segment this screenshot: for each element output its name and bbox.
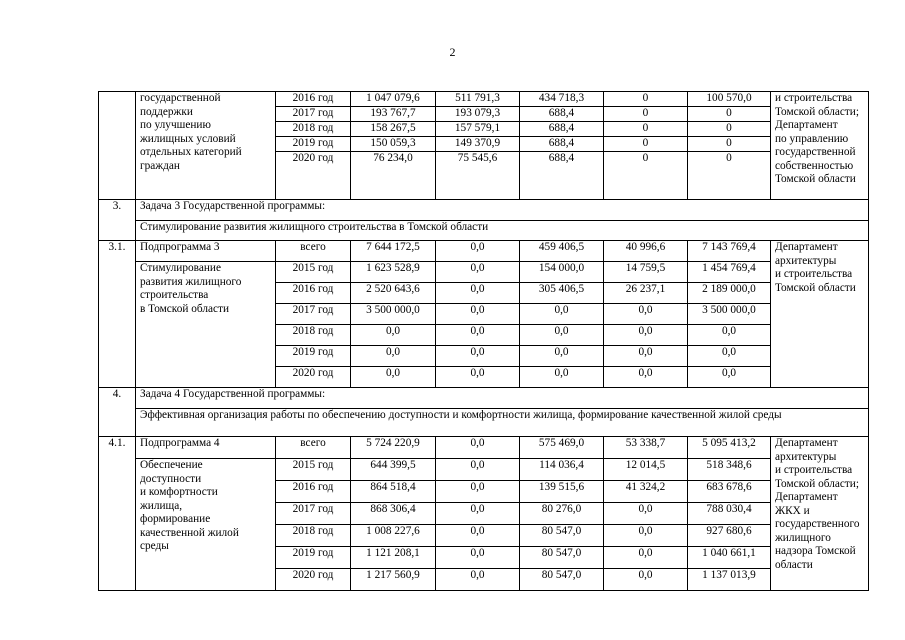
task-row [99, 388, 869, 409]
value-cell: 80 547,0 [520, 547, 604, 569]
value-cell: 2 189 000,0 [688, 283, 771, 304]
value-cell: 0,0 [436, 346, 520, 367]
table-row [99, 437, 869, 459]
value-cell: 80 547,0 [520, 525, 604, 547]
value-cell: 0,0 [604, 325, 688, 346]
program-table [98, 91, 869, 591]
value-cell: 864 518,4 [351, 481, 436, 503]
value-cell: 0,0 [520, 325, 604, 346]
value-cell: 0,0 [604, 367, 688, 388]
year-cell: 2020 год [276, 569, 351, 591]
task-number: 3. [99, 200, 136, 241]
subprogram-number: 4.1. [99, 437, 136, 591]
subprogram-name: Обеспечение доступности и комфортности жилища, формирование качественной жилой среды [136, 459, 276, 591]
task-title: Задача 4 Государственной программы: [136, 388, 869, 409]
value-cell: 0,0 [604, 503, 688, 525]
year-cell: 2015 год [276, 262, 351, 283]
year-cell: 2016 год [276, 481, 351, 503]
value-cell: 511 791,3 [436, 92, 520, 107]
table-row [99, 262, 869, 283]
value-cell: 0,0 [688, 367, 771, 388]
value-cell: 139 515,6 [520, 481, 604, 503]
value-cell: 0 [688, 107, 771, 122]
value-cell: 0,0 [436, 241, 520, 262]
value-cell: 5 724 220,9 [351, 437, 436, 459]
value-cell: 0,0 [604, 569, 688, 591]
value-cell: 14 759,5 [604, 262, 688, 283]
subprogram-name: Стимулирование развития жилищного строительства в Томской области [136, 262, 276, 388]
value-cell: 40 996,6 [604, 241, 688, 262]
value-cell: 80 276,0 [520, 503, 604, 525]
value-cell: 2 520 643,6 [351, 283, 436, 304]
value-cell: 0,0 [604, 525, 688, 547]
year-cell: 2019 год [276, 137, 351, 152]
value-cell: 12 014,5 [604, 459, 688, 481]
table-row [99, 241, 869, 262]
value-cell: 7 644 172,5 [351, 241, 436, 262]
year-cell: 2016 год [276, 92, 351, 107]
value-cell: 0,0 [520, 304, 604, 325]
value-cell: 0 [604, 152, 688, 200]
value-cell: 0,0 [436, 525, 520, 547]
year-cell: 2016 год [276, 283, 351, 304]
value-cell: 76 234,0 [351, 152, 436, 200]
value-cell: 80 547,0 [520, 569, 604, 591]
value-cell: 1 008 227,6 [351, 525, 436, 547]
year-cell: 2018 год [276, 525, 351, 547]
value-cell: 0,0 [351, 325, 436, 346]
value-cell: 0,0 [436, 367, 520, 388]
task-number: 4. [99, 388, 136, 437]
value-cell: 0,0 [351, 367, 436, 388]
table-row [99, 92, 869, 107]
value-cell: 158 267,5 [351, 122, 436, 137]
value-cell: 688,4 [520, 122, 604, 137]
value-cell: 157 579,1 [436, 122, 520, 137]
year-cell: 2018 год [276, 122, 351, 137]
value-cell: 0,0 [520, 367, 604, 388]
value-cell: 0,0 [604, 304, 688, 325]
responsible-org: Департамент архитектуры и строительства Томской области; Департамент ЖКХ и государственного жилищного надзора Томской области [771, 437, 869, 591]
value-cell: 0 [604, 107, 688, 122]
value-cell: 868 306,4 [351, 503, 436, 525]
value-cell: 1 454 769,4 [688, 262, 771, 283]
value-cell: 7 143 769,4 [688, 241, 771, 262]
value-cell: 0,0 [436, 503, 520, 525]
value-cell: 1 623 528,9 [351, 262, 436, 283]
value-cell: 0 [688, 137, 771, 152]
value-cell: 0 [604, 92, 688, 107]
value-cell: 3 500 000,0 [688, 304, 771, 325]
value-cell: 688,4 [520, 137, 604, 152]
year-cell: 2020 год [276, 152, 351, 200]
year-cell: 2015 год [276, 459, 351, 481]
value-cell: 3 500 000,0 [351, 304, 436, 325]
subprogram-label: Подпрограмма 3 [136, 241, 276, 262]
value-cell: 114 036,4 [520, 459, 604, 481]
value-cell: 0,0 [436, 481, 520, 503]
value-cell: 0,0 [351, 346, 436, 367]
value-cell: 0,0 [604, 547, 688, 569]
year-cell: всего [276, 241, 351, 262]
value-cell: 644 399,5 [351, 459, 436, 481]
value-cell: 305 406,5 [520, 283, 604, 304]
value-cell: 0,0 [436, 283, 520, 304]
value-cell: 518 348,6 [688, 459, 771, 481]
value-cell: 1 121 208,1 [351, 547, 436, 569]
row-number [99, 92, 136, 200]
task-row [99, 409, 869, 437]
value-cell: 1 047 079,6 [351, 92, 436, 107]
responsible-org: Департамент архитектуры и строительства Томской области [771, 241, 869, 388]
value-cell: 0 [688, 122, 771, 137]
value-cell: 0,0 [688, 346, 771, 367]
value-cell: 0 [688, 152, 771, 200]
responsible-org: и строительства Томской области; Департамент по управлению государственной собственностью Томской области [771, 92, 869, 200]
value-cell: 0,0 [436, 569, 520, 591]
subprogram-label: Подпрограмма 4 [136, 437, 276, 459]
value-cell: 683 678,6 [688, 481, 771, 503]
value-cell: 53 338,7 [604, 437, 688, 459]
value-cell: 0,0 [604, 346, 688, 367]
value-cell: 1 040 661,1 [688, 547, 771, 569]
task-description: Эффективная организация работы по обеспечению доступности и комфортности жилища, формирование качественной жилой среды [136, 409, 869, 437]
value-cell: 0,0 [688, 325, 771, 346]
year-cell: 2019 год [276, 346, 351, 367]
value-cell: 0 [604, 137, 688, 152]
subprogram-name: государственной поддержки по улучшению жилищных условий отдельных категорий граждан [136, 92, 276, 200]
task-description: Стимулирование развития жилищного строительства в Томской области [136, 221, 869, 241]
value-cell: 75 545,6 [436, 152, 520, 200]
value-cell: 688,4 [520, 107, 604, 122]
value-cell: 1 137 013,9 [688, 569, 771, 591]
value-cell: 1 217 560,9 [351, 569, 436, 591]
value-cell: 149 370,9 [436, 137, 520, 152]
value-cell: 575 469,0 [520, 437, 604, 459]
year-cell: 2018 год [276, 325, 351, 346]
value-cell: 0,0 [436, 547, 520, 569]
year-cell: 2019 год [276, 547, 351, 569]
value-cell: 150 059,3 [351, 137, 436, 152]
value-cell: 100 570,0 [688, 92, 771, 107]
task-title: Задача 3 Государственной программы: [136, 200, 869, 221]
page-number: 2 [449, 45, 456, 59]
value-cell: 688,4 [520, 152, 604, 200]
value-cell: 5 095 413,2 [688, 437, 771, 459]
value-cell: 788 030,4 [688, 503, 771, 525]
value-cell: 434 718,3 [520, 92, 604, 107]
value-cell: 193 767,7 [351, 107, 436, 122]
year-cell: всего [276, 437, 351, 459]
value-cell: 927 680,6 [688, 525, 771, 547]
task-row [99, 200, 869, 221]
value-cell: 0,0 [436, 325, 520, 346]
value-cell: 0,0 [436, 437, 520, 459]
year-cell: 2020 год [276, 367, 351, 388]
value-cell: 26 237,1 [604, 283, 688, 304]
subprogram-number: 3.1. [99, 241, 136, 388]
value-cell: 0 [604, 122, 688, 137]
year-cell: 2017 год [276, 107, 351, 122]
value-cell: 0,0 [436, 262, 520, 283]
table-row [99, 459, 869, 481]
value-cell: 459 406,5 [520, 241, 604, 262]
value-cell: 193 079,3 [436, 107, 520, 122]
value-cell: 154 000,0 [520, 262, 604, 283]
value-cell: 0,0 [436, 304, 520, 325]
value-cell: 41 324,2 [604, 481, 688, 503]
task-row [99, 221, 869, 241]
year-cell: 2017 год [276, 304, 351, 325]
year-cell: 2017 год [276, 503, 351, 525]
value-cell: 0,0 [436, 459, 520, 481]
value-cell: 0,0 [520, 346, 604, 367]
